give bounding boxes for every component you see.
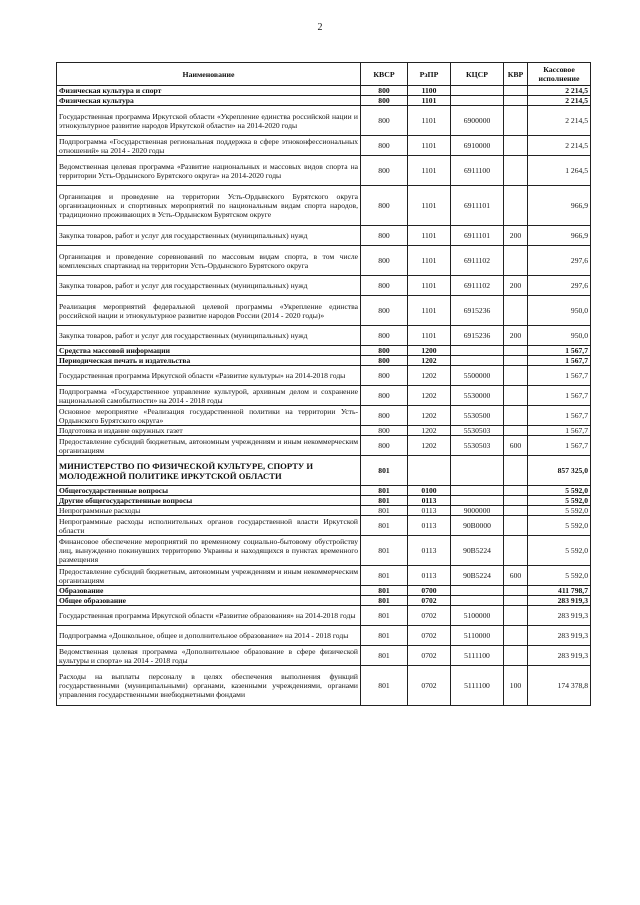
cell-kcsr [451,486,504,496]
cell-kvsr: 800 [361,186,408,226]
cell-kvr [504,356,528,366]
cell-cash: 2 214,5 [528,96,591,106]
cell-kvsr: 800 [361,346,408,356]
cell-rzpr: 0702 [408,666,451,706]
cell-kcsr: 90В5224 [451,566,504,586]
table-header-row [57,63,591,86]
cell-name: Основное мероприятие «Реализация государственной политики на территории Усть-Ордынского Бурятского округа» [57,406,361,426]
cell-rzpr: 1101 [408,156,451,186]
cell-kcsr [451,456,504,486]
cell-rzpr: 1101 [408,246,451,276]
cell-rzpr: 0113 [408,506,451,516]
table-row [57,326,591,346]
cell-cash: 5 592,0 [528,566,591,586]
table-row [57,516,591,536]
cell-rzpr: 1101 [408,276,451,296]
cell-rzpr: 1202 [408,366,451,386]
cell-kcsr: 6911102 [451,276,504,296]
cell-kvr: 200 [504,226,528,246]
cell-kcsr [451,356,504,366]
table-row [57,156,591,186]
cell-kvr [504,136,528,156]
cell-kvsr: 800 [361,296,408,326]
cell-kvsr: 800 [361,276,408,296]
cell-cash: 297,6 [528,246,591,276]
cell-kcsr: 90В5224 [451,536,504,566]
table-row [57,596,591,606]
cell-name: Организация и проведение на территории Усть-Ордынского Бурятского округа организационных и спортивных мероприятий по национальным видам спорта народов, традиционно проживающих в Усть-Ордынском Бурятском округе [57,186,361,226]
cell-kvsr: 800 [361,106,408,136]
cell-name: Государственная программа Иркутской области «Развитие образования» на 2014-2018 годы [57,606,361,626]
cell-rzpr: 0113 [408,516,451,536]
cell-kvsr: 800 [361,356,408,366]
cell-kvsr: 800 [361,156,408,186]
cell-rzpr: 0702 [408,596,451,606]
cell-rzpr: 0100 [408,486,451,496]
cell-kcsr: 9000000 [451,506,504,516]
col-header-name: Наименование [57,63,361,86]
cell-cash: 966,9 [528,226,591,246]
cell-kvr [504,156,528,186]
cell-name: Ведомственная целевая программа «Дополнительное образование в сфере физической культуры и спорта» на 2014 - 2018 годы [57,646,361,666]
cell-kvsr: 801 [361,516,408,536]
cell-kvsr: 801 [361,536,408,566]
budget-execution-table [56,62,591,706]
cell-kvsr: 800 [361,86,408,96]
cell-name: Предоставление субсидий бюджетным, автономным учреждениям и иным некоммерческим организациям [57,566,361,586]
cell-cash: 1 567,7 [528,386,591,406]
page-number: 2 [317,22,323,33]
cell-kvsr: 800 [361,136,408,156]
cell-name: Ведомственная целевая программа «Развитие национальных и массовых видов спорта на территории Усть-Ордынского Бурятского округа» на 2014-2020 годы [57,156,361,186]
cell-kcsr: 5100000 [451,606,504,626]
cell-kvr [504,296,528,326]
cell-cash: 1 264,5 [528,156,591,186]
cell-kvr [504,586,528,596]
cell-cash: 1 567,7 [528,436,591,456]
cell-kvr [504,386,528,406]
cell-kvr [504,366,528,386]
cell-kcsr [451,596,504,606]
cell-kvr [504,606,528,626]
cell-rzpr: 1100 [408,86,451,96]
table-row [57,356,591,366]
cell-cash: 2 214,5 [528,106,591,136]
cell-kcsr [451,96,504,106]
cell-rzpr: 1101 [408,136,451,156]
table-row [57,186,591,226]
cell-name: МИНИСТЕРСТВО ПО ФИЗИЧЕСКОЙ КУЛЬТУРЕ, СПОРТУ И МОЛОДЕЖНОЙ ПОЛИТИКЕ ИРКУТСКОЙ ОБЛАСТИ [57,456,361,486]
cell-kcsr: 6915236 [451,326,504,346]
cell-cash: 1 567,7 [528,346,591,356]
cell-rzpr: 0702 [408,606,451,626]
cell-cash: 1 567,7 [528,356,591,366]
cell-kcsr: 90В0000 [451,516,504,536]
table-row [57,86,591,96]
cell-kvr [504,96,528,106]
cell-name: Средства массовой информации [57,346,361,356]
cell-name: Финансовое обеспечение мероприятий по временному социально-бытовому обустройству лиц, вынужденно покинувших территорию Украины и находящихся в пунктах временного размещения [57,536,361,566]
cell-cash: 283 919,3 [528,626,591,646]
table-row [57,666,591,706]
cell-kvsr: 801 [361,496,408,506]
cell-rzpr: 0702 [408,646,451,666]
table-row [57,226,591,246]
cell-kvr: 200 [504,276,528,296]
cell-kvr [504,426,528,436]
cell-kcsr: 6900000 [451,106,504,136]
cell-kvsr: 800 [361,96,408,106]
cell-name: Расходы на выплаты персоналу в целях обеспечения выполнения функций государственными (муниципальными) органами, казенными учреждениями, органами управления государственными внебюджетными фондами [57,666,361,706]
cell-name: Образование [57,586,361,596]
cell-kvsr: 800 [361,326,408,346]
cell-cash: 1 567,7 [528,426,591,436]
cell-name: Подпрограмма «Государственное управление культурой, архивным делом и сохранение национальной самобытности» на 2014 - 2018 годы [57,386,361,406]
cell-kvsr: 800 [361,246,408,276]
cell-rzpr: 0113 [408,566,451,586]
cell-rzpr: 0700 [408,586,451,596]
cell-cash: 2 214,5 [528,136,591,156]
cell-kvr [504,646,528,666]
cell-kvsr: 801 [361,646,408,666]
table-row [57,506,591,516]
table-row [57,246,591,276]
cell-kcsr [451,86,504,96]
cell-kvr [504,506,528,516]
cell-rzpr: 1101 [408,326,451,346]
cell-kvr: 600 [504,436,528,456]
cell-rzpr: 1101 [408,226,451,246]
cell-cash: 2 214,5 [528,86,591,96]
cell-name: Общегосударственные вопросы [57,486,361,496]
table-row [57,366,591,386]
cell-rzpr: 1202 [408,386,451,406]
cell-name: Подпрограмма «Дошкольное, общее и дополнительное образование» на 2014 - 2018 годы [57,626,361,646]
cell-cash: 283 919,3 [528,606,591,626]
cell-kvsr: 801 [361,486,408,496]
cell-kvsr: 800 [361,426,408,436]
cell-rzpr: 1101 [408,106,451,136]
table-row [57,346,591,356]
cell-name: Физическая культура [57,96,361,106]
cell-cash: 174 378,8 [528,666,591,706]
cell-name: Закупка товаров, работ и услуг для государственных (муниципальных) нужд [57,226,361,246]
cell-kvsr: 801 [361,596,408,606]
cell-kcsr [451,586,504,596]
cell-rzpr: 1202 [408,356,451,366]
cell-kvr: 600 [504,566,528,586]
cell-rzpr: 1200 [408,346,451,356]
table-row [57,296,591,326]
cell-kvsr: 801 [361,606,408,626]
col-header-cash: Кассовое исполнение [528,63,591,86]
cell-cash: 950,0 [528,326,591,346]
cell-kvr: 100 [504,666,528,706]
table-row [57,626,591,646]
cell-kcsr: 5530500 [451,406,504,426]
col-header-kvr: КВР [504,63,528,86]
cell-kvr: 200 [504,326,528,346]
table-row [57,646,591,666]
cell-kvr [504,86,528,96]
cell-kcsr: 6911100 [451,156,504,186]
table-row [57,586,591,596]
cell-kcsr: 5530503 [451,426,504,436]
cell-name: Общее образование [57,596,361,606]
table-row [57,106,591,136]
table-row [57,486,591,496]
cell-kvr [504,516,528,536]
cell-kvsr: 801 [361,506,408,516]
table-row [57,136,591,156]
cell-name: Непрограммные расходы [57,506,361,516]
table-row [57,96,591,106]
cell-cash: 5 592,0 [528,496,591,506]
table-row [57,406,591,426]
cell-cash: 283 919,3 [528,596,591,606]
cell-rzpr [408,456,451,486]
cell-rzpr: 1101 [408,96,451,106]
cell-cash: 283 919,3 [528,646,591,666]
table-row [57,566,591,586]
cell-rzpr: 1101 [408,296,451,326]
cell-kvr [504,596,528,606]
cell-cash: 5 592,0 [528,536,591,566]
cell-rzpr: 0702 [408,626,451,646]
cell-kvsr: 800 [361,386,408,406]
table-row [57,436,591,456]
cell-kvsr: 800 [361,366,408,386]
cell-kvr [504,626,528,646]
cell-cash: 950,0 [528,296,591,326]
cell-cash: 1 567,7 [528,366,591,386]
cell-kvsr: 800 [361,226,408,246]
cell-kcsr: 5111100 [451,666,504,706]
cell-kcsr: 6911101 [451,226,504,246]
cell-name: Организация и проведение соревнований по массовым видам спорта, в том числе комплексных спартакиад на территории Усть-Ордынского Бурятского округа [57,246,361,276]
cell-name: Реализация мероприятий федеральной целевой программы «Укрепление единства российской нации и этнокультурное развитие народов России (2014 - 2020 годы)» [57,296,361,326]
col-header-rzpr: РзПР [408,63,451,86]
cell-kvsr: 801 [361,586,408,596]
table-row [57,276,591,296]
cell-kvr [504,496,528,506]
cell-kvsr: 801 [361,626,408,646]
cell-kcsr: 5530000 [451,386,504,406]
cell-name: Периодическая печать и издательства [57,356,361,366]
table-row [57,456,591,486]
cell-name: Государственная программа Иркутской области «Развитие культуры» на 2014-2018 годы [57,366,361,386]
cell-kvsr: 800 [361,436,408,456]
cell-kvsr: 801 [361,666,408,706]
cell-kvr [504,346,528,356]
cell-name: Государственная программа Иркутской области «Укрепление единства российской нации и этнокультурное развитие народов Иркутской области» на 2014-2020 годы [57,106,361,136]
cell-kvr [504,536,528,566]
cell-cash: 5 592,0 [528,516,591,536]
cell-rzpr: 1101 [408,186,451,226]
cell-name: Закупка товаров, работ и услуг для государственных (муниципальных) нужд [57,326,361,346]
cell-kvr [504,406,528,426]
cell-kcsr: 5530503 [451,436,504,456]
col-header-kvsr: КВСР [361,63,408,86]
cell-kcsr: 6911102 [451,246,504,276]
cell-name: Другие общегосударственные вопросы [57,496,361,506]
cell-name: Подготовка и издание окружных газет [57,426,361,436]
cell-rzpr: 1202 [408,436,451,456]
cell-kcsr [451,496,504,506]
cell-name: Физическая культура и спорт [57,86,361,96]
cell-cash: 857 325,0 [528,456,591,486]
cell-kcsr: 5110000 [451,626,504,646]
cell-cash: 411 798,7 [528,586,591,596]
cell-cash: 966,9 [528,186,591,226]
table-row [57,606,591,626]
cell-kcsr: 5111100 [451,646,504,666]
table-row [57,496,591,506]
cell-kvsr: 801 [361,456,408,486]
cell-name: Непрограммные расходы исполнительных органов государственной власти Иркутской области [57,516,361,536]
cell-kvr [504,456,528,486]
cell-kcsr: 6910000 [451,136,504,156]
cell-rzpr: 1202 [408,426,451,436]
table-row [57,536,591,566]
cell-kvr [504,486,528,496]
cell-kvr [504,246,528,276]
col-header-kcsr: КЦСР [451,63,504,86]
cell-kcsr: 6911101 [451,186,504,226]
table-row [57,386,591,406]
cell-kcsr: 6915236 [451,296,504,326]
cell-kvr [504,106,528,136]
cell-cash: 1 567,7 [528,406,591,426]
cell-rzpr: 0113 [408,536,451,566]
cell-cash: 5 592,0 [528,486,591,496]
cell-name: Подпрограмма «Государственная региональная поддержка в сфере этноконфессиональных отношений» на 2014 - 2020 годы [57,136,361,156]
cell-name: Предоставление субсидий бюджетным, автономным учреждениям и иным некоммерческим организациям [57,436,361,456]
cell-kvsr: 801 [361,566,408,586]
cell-kcsr [451,346,504,356]
table-body [57,86,591,706]
cell-kvr [504,186,528,226]
cell-name: Закупка товаров, работ и услуг для государственных (муниципальных) нужд [57,276,361,296]
cell-kcsr: 5500000 [451,366,504,386]
cell-kvsr: 800 [361,406,408,426]
cell-rzpr: 1202 [408,406,451,426]
cell-cash: 297,6 [528,276,591,296]
table-row [57,426,591,436]
cell-rzpr: 0113 [408,496,451,506]
cell-cash: 5 592,0 [528,506,591,516]
